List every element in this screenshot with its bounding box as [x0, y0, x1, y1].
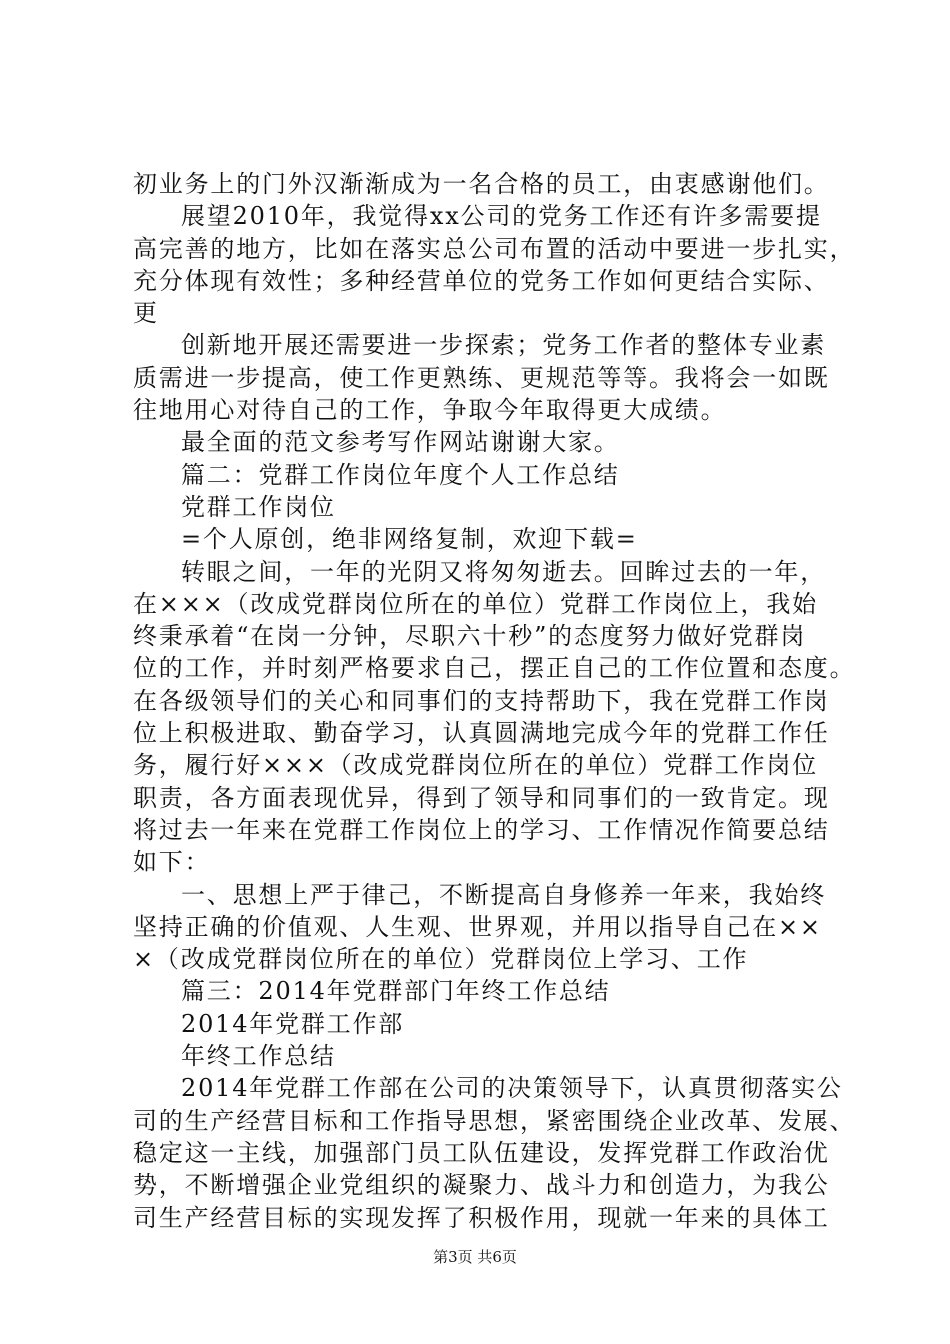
text-line: 初业务上的门外汉渐渐成为一名合格的员工，由衷感谢他们。 [133, 170, 830, 198]
text-line: 终秉承着“在岗一分钟，尽职六十秒”的态度努力做好党群岗 [133, 622, 807, 651]
text-line: 篇二：党群工作岗位年度个人工作总结 [181, 460, 620, 489]
text-line: 将过去一年来在党群工作岗位上的学习、工作情况作简要总结 [133, 815, 830, 844]
text-line: ×（改成党群岗位所在的单位）党群岗位上学习、工作 [133, 945, 749, 974]
text-line: 在×××（改成党群岗位所在的单位）党群工作岗位上，我始 [133, 589, 818, 618]
text-line: 转眼之间，一年的光阴又将匆匆逝去。回眸过去的一年， [181, 557, 826, 586]
text-line: 坚持正确的价值观、人生观、世界观，并用以指导自己在×× [133, 912, 822, 941]
text-line: 往地用心对待自己的工作，争取今年取得更大成绩。 [133, 396, 727, 425]
text-line: 势，不断增强企业党组织的凝聚力、战斗力和创造力，为我公 [133, 1171, 830, 1200]
text-line: 位的工作，并时刻严格要求自己，摆正自己的工作位置和态度。 [133, 654, 856, 683]
text-line: 职责，各方面表现优异，得到了领导和同事们的一致肯定。现 [133, 783, 830, 812]
text-line: 党群工作岗位 [181, 492, 336, 521]
document-body [133, 168, 856, 1234]
text-line: 在各级领导们的关心和同事们的支持帮助下，我在党群工作岗 [133, 686, 830, 715]
text-line: 质需进一步提高，使工作更熟练、更规范等等。我将会一如既 [133, 363, 830, 392]
text-line: 2014年党群工作部在公司的决策领导下，认真贯彻落实公 [181, 1074, 843, 1103]
text-line: 稳定这一主线，加强部门员工队伍建设，发挥党群工作政治优 [133, 1138, 830, 1167]
text-line: 创新地开展还需要进一步探索；党务工作者的整体专业素 [181, 331, 826, 360]
page-footer: 第3页 共6页 [433, 1248, 517, 1266]
text-line: =个人原创，绝非网络复制，欢迎下载= [181, 525, 638, 554]
text-line: 司生产经营目标的实现发挥了积极作用，现就一年来的具体工 [133, 1203, 830, 1232]
text-line: 司的生产经营目标和工作指导思想，紧密围绕企业改革、发展、 [133, 1106, 856, 1135]
text-line: 篇三：2014年党群部门年终工作总结 [181, 977, 611, 1006]
text-line: 位上积极进取、勤奋学习，认真圆满地完成今年的党群工作任 [133, 719, 830, 748]
text-line: 务，履行好×××（改成党群岗位所在的单位）党群工作岗位 [133, 751, 818, 780]
text-line: 更 [133, 299, 159, 328]
text-line: 充分体现有效性；多种经营单位的党务工作如何更结合实际、 [133, 266, 830, 295]
text-line: 2014年党群工作部 [181, 1009, 405, 1038]
text-line: 如下： [133, 848, 211, 877]
text-line: 展望2010年，我觉得xx公司的党务工作还有许多需要提 [181, 202, 822, 231]
text-line: 最全面的范文参考写作网站谢谢大家。 [181, 428, 620, 457]
text-line: 高完善的地方，比如在落实总公司布置的活动中要进一步扎实， [133, 234, 856, 263]
text-line: 年终工作总结 [181, 1042, 336, 1071]
text-line: 一、思想上严于律己，不断提高自身修养一年来，我始终 [181, 880, 826, 909]
